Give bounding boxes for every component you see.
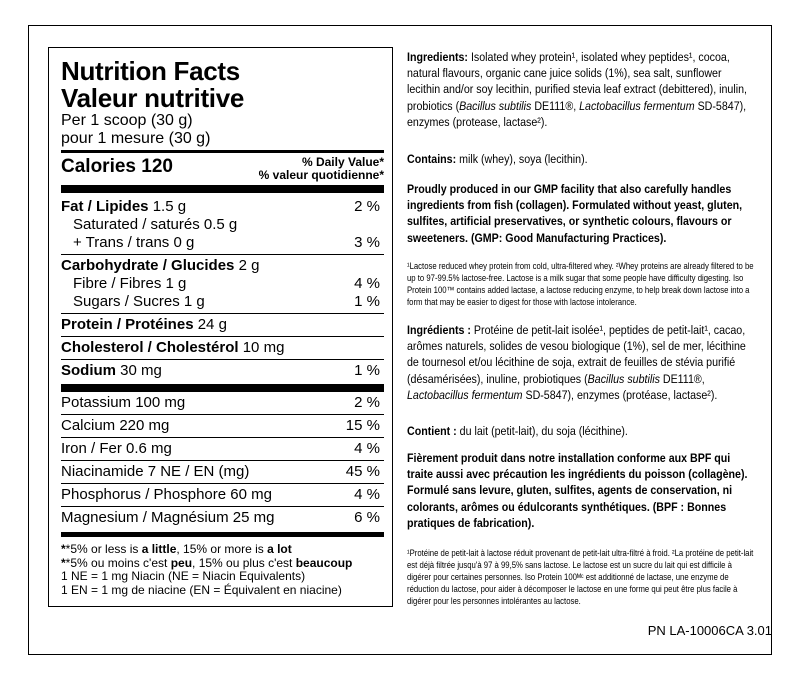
mineral-label: Potassium 100 mg [61, 394, 186, 411]
carb-amount: 2 g [238, 257, 260, 274]
divider-thick [61, 150, 384, 153]
cholesterol-label: Cholesterol / Cholestérol [61, 339, 239, 356]
fat-pct: 2 % [354, 198, 380, 215]
mineral-row [61, 392, 384, 414]
sat-trans-pct: 3 % [354, 234, 380, 251]
footnote-en: **5% or less is a little, 15% or more is a lot [61, 542, 292, 556]
mineral-pct: 2 % [354, 394, 380, 411]
nutrition-facts-panel [48, 47, 393, 607]
carb-label: Carbohydrate / Glucides [61, 257, 235, 274]
serving-size-fr: pour 1 mesure (30 g) [61, 130, 211, 147]
fat-group [61, 196, 384, 254]
divider-thick [61, 185, 384, 193]
mineral-label: Calcium 220 mg [61, 417, 170, 434]
divider-thick [61, 384, 384, 392]
produced-fr: Fièrement produit dans notre installation conforme aux BPF qui traite aussi avec précaution les ingrédients du poisson (collagène). Formulé sans levure, gluten, sulfites, agents de conservation, ni colorants, arômes ou édulcorants synthétiques. (BPF : Bonnes pratiques de fabrication). [407, 451, 748, 530]
protein-row [61, 314, 384, 336]
nutrition-footnotes [61, 537, 384, 597]
mineral-pct: 4 % [354, 486, 380, 503]
mineral-label: Iron / Fer 0.6 mg [61, 440, 172, 457]
sodium-label: Sodium [61, 362, 116, 379]
part-number: PN LA-10006CA 3.01 [647, 623, 772, 638]
sodium-row [61, 360, 384, 382]
fibre-pct: 4 % [354, 275, 380, 292]
footnote-lactose-en: ¹Lactose reduced whey protein from cold, ultra-filtered whey. ²Whey proteins are already filtered to be up to 97-99.5% lactose-free. Lactose is a milk sugar that some people have difficulty digesting. Iso Protein 100™ contains added lactase, a lactose reducing enzyme, to help break down lactose into a form that may be easier to digest for those with lactose intolerance. [407, 261, 754, 307]
serving-size-en: Per 1 scoop (30 g) [61, 112, 193, 129]
ingredients-fr: Ingrédients : Protéine de petit-lait isolée¹, peptides de petit-lait¹, cacao, arômes naturels, solides de vesou biologique (1%), sel de mer, lécithine de tournesol et/ou lécithine de soja, extrait de feuilles de stévia purifié (désamérisées), inuline, probiotiques (Bacillus subtilis DE111®, Lactobacillus fermentum SD-5847), enzymes (protéase, lactase²). [407, 323, 746, 402]
footnote-fr: **5% ou moins c'est peu, 15% ou plus c'est beaucoup [61, 555, 353, 570]
fat-amount: 1.5 g [152, 198, 187, 215]
mineral-pct: 15 % [345, 417, 380, 434]
sugars-row [61, 293, 384, 311]
fibre: Fibre / Fibres 1 g [73, 275, 187, 292]
niacin-note-fr: 1 EN = 1 mg de niacine (EN = Équivalent en niacine) [61, 582, 342, 597]
saturated-trans-row [61, 216, 384, 252]
mineral-row [61, 507, 384, 529]
saturated-fat: Saturated / saturés 0.5 g [73, 216, 238, 233]
calories: Calories 120 [61, 156, 173, 177]
fat-label: Fat / Lipides [61, 198, 149, 215]
sodium-pct: 1 % [354, 362, 380, 379]
nutrition-title-fr: Valeur nutritive [61, 83, 245, 113]
protein-amount: 24 g [197, 316, 227, 333]
sugars-pct: 1 % [354, 293, 380, 310]
protein-label: Protein / Protéines [61, 316, 194, 333]
mineral-row [61, 484, 384, 506]
mineral-row [61, 438, 384, 460]
mineral-row [61, 415, 384, 437]
mineral-pct: 6 % [354, 509, 380, 526]
minerals-list [61, 392, 384, 529]
sodium-amount: 30 mg [120, 362, 162, 379]
fibre-row [61, 275, 384, 293]
ingredients-en: Ingredients: Isolated whey protein¹, isolated whey peptides¹, cocoa, natural flavours, organic cane juice solids (1%), sea salt, sunflower lecithin and/or soy lecithin, purified stevia leaf extract (debittered), inulin, probiotics (Bacillus subtilis DE111®, Lactobacillus fermentum SD-5847), enzymes (protease, lactase²). [407, 50, 747, 129]
mineral-pct: 45 % [345, 463, 380, 480]
mineral-pct: 4 % [354, 440, 380, 457]
cholesterol-row [61, 337, 384, 359]
fat-row [61, 198, 384, 216]
dv-header-fr: % valeur quotidienne* [258, 168, 384, 182]
nutrition-title-en: Nutrition Facts [61, 56, 240, 86]
trans-fat: + Trans / trans 0 g [73, 234, 195, 251]
mineral-row [61, 461, 384, 483]
contains-en: Contains: milk (whey), soya (lecithin). [407, 152, 588, 166]
mineral-label: Magnesium / Magnésium 25 mg [61, 509, 275, 526]
daily-value-header [259, 156, 384, 182]
calories-row [61, 156, 384, 182]
niacin-note-en: 1 NE = 1 mg Niacin (NE = Niacin Equivalents) [61, 569, 306, 583]
produced-en: Proudly produced in our GMP facility that also carefully handles ingredients from fish (collagen). Formulated without yeast, gluten, sulfites, artificial preservatives, or synthetic colours, flavours or sweeteners. (GMP: Good Manufacturing Practices). [407, 182, 743, 245]
dv-header-en: % Daily Value* [301, 155, 384, 169]
carb-group [61, 255, 384, 313]
mineral-label: Phosphorus / Phosphore 60 mg [61, 486, 272, 503]
footnote-lactose-fr: ¹Protéine de petit-lait à lactose réduit provenant de petit-lait ultra-filtré à froid. ²La protéine de petit-lait est déjà filtrée jusqu'à 97 à 99,5% sans lactose. Le lactose est un sucre du lait qui est difficile à digérer pour certaines personnes. Iso Protein 100ᴹᶜ est additionné de lactase, une enzyme de réduction du lactose, pour aider à décomposer le lactose en une forme qui peut être plus facile à digérer pour les personnes intolérantes au lactose. [407, 548, 754, 606]
mineral-label: Niacinamide 7 NE / EN (mg) [61, 463, 250, 480]
carb-row [61, 257, 384, 275]
contains-fr: Contient : du lait (petit-lait), du soja (lécithine). [407, 424, 628, 438]
sugars: Sugars / Sucres 1 g [73, 293, 205, 310]
cholesterol-amount: 10 mg [242, 339, 285, 356]
